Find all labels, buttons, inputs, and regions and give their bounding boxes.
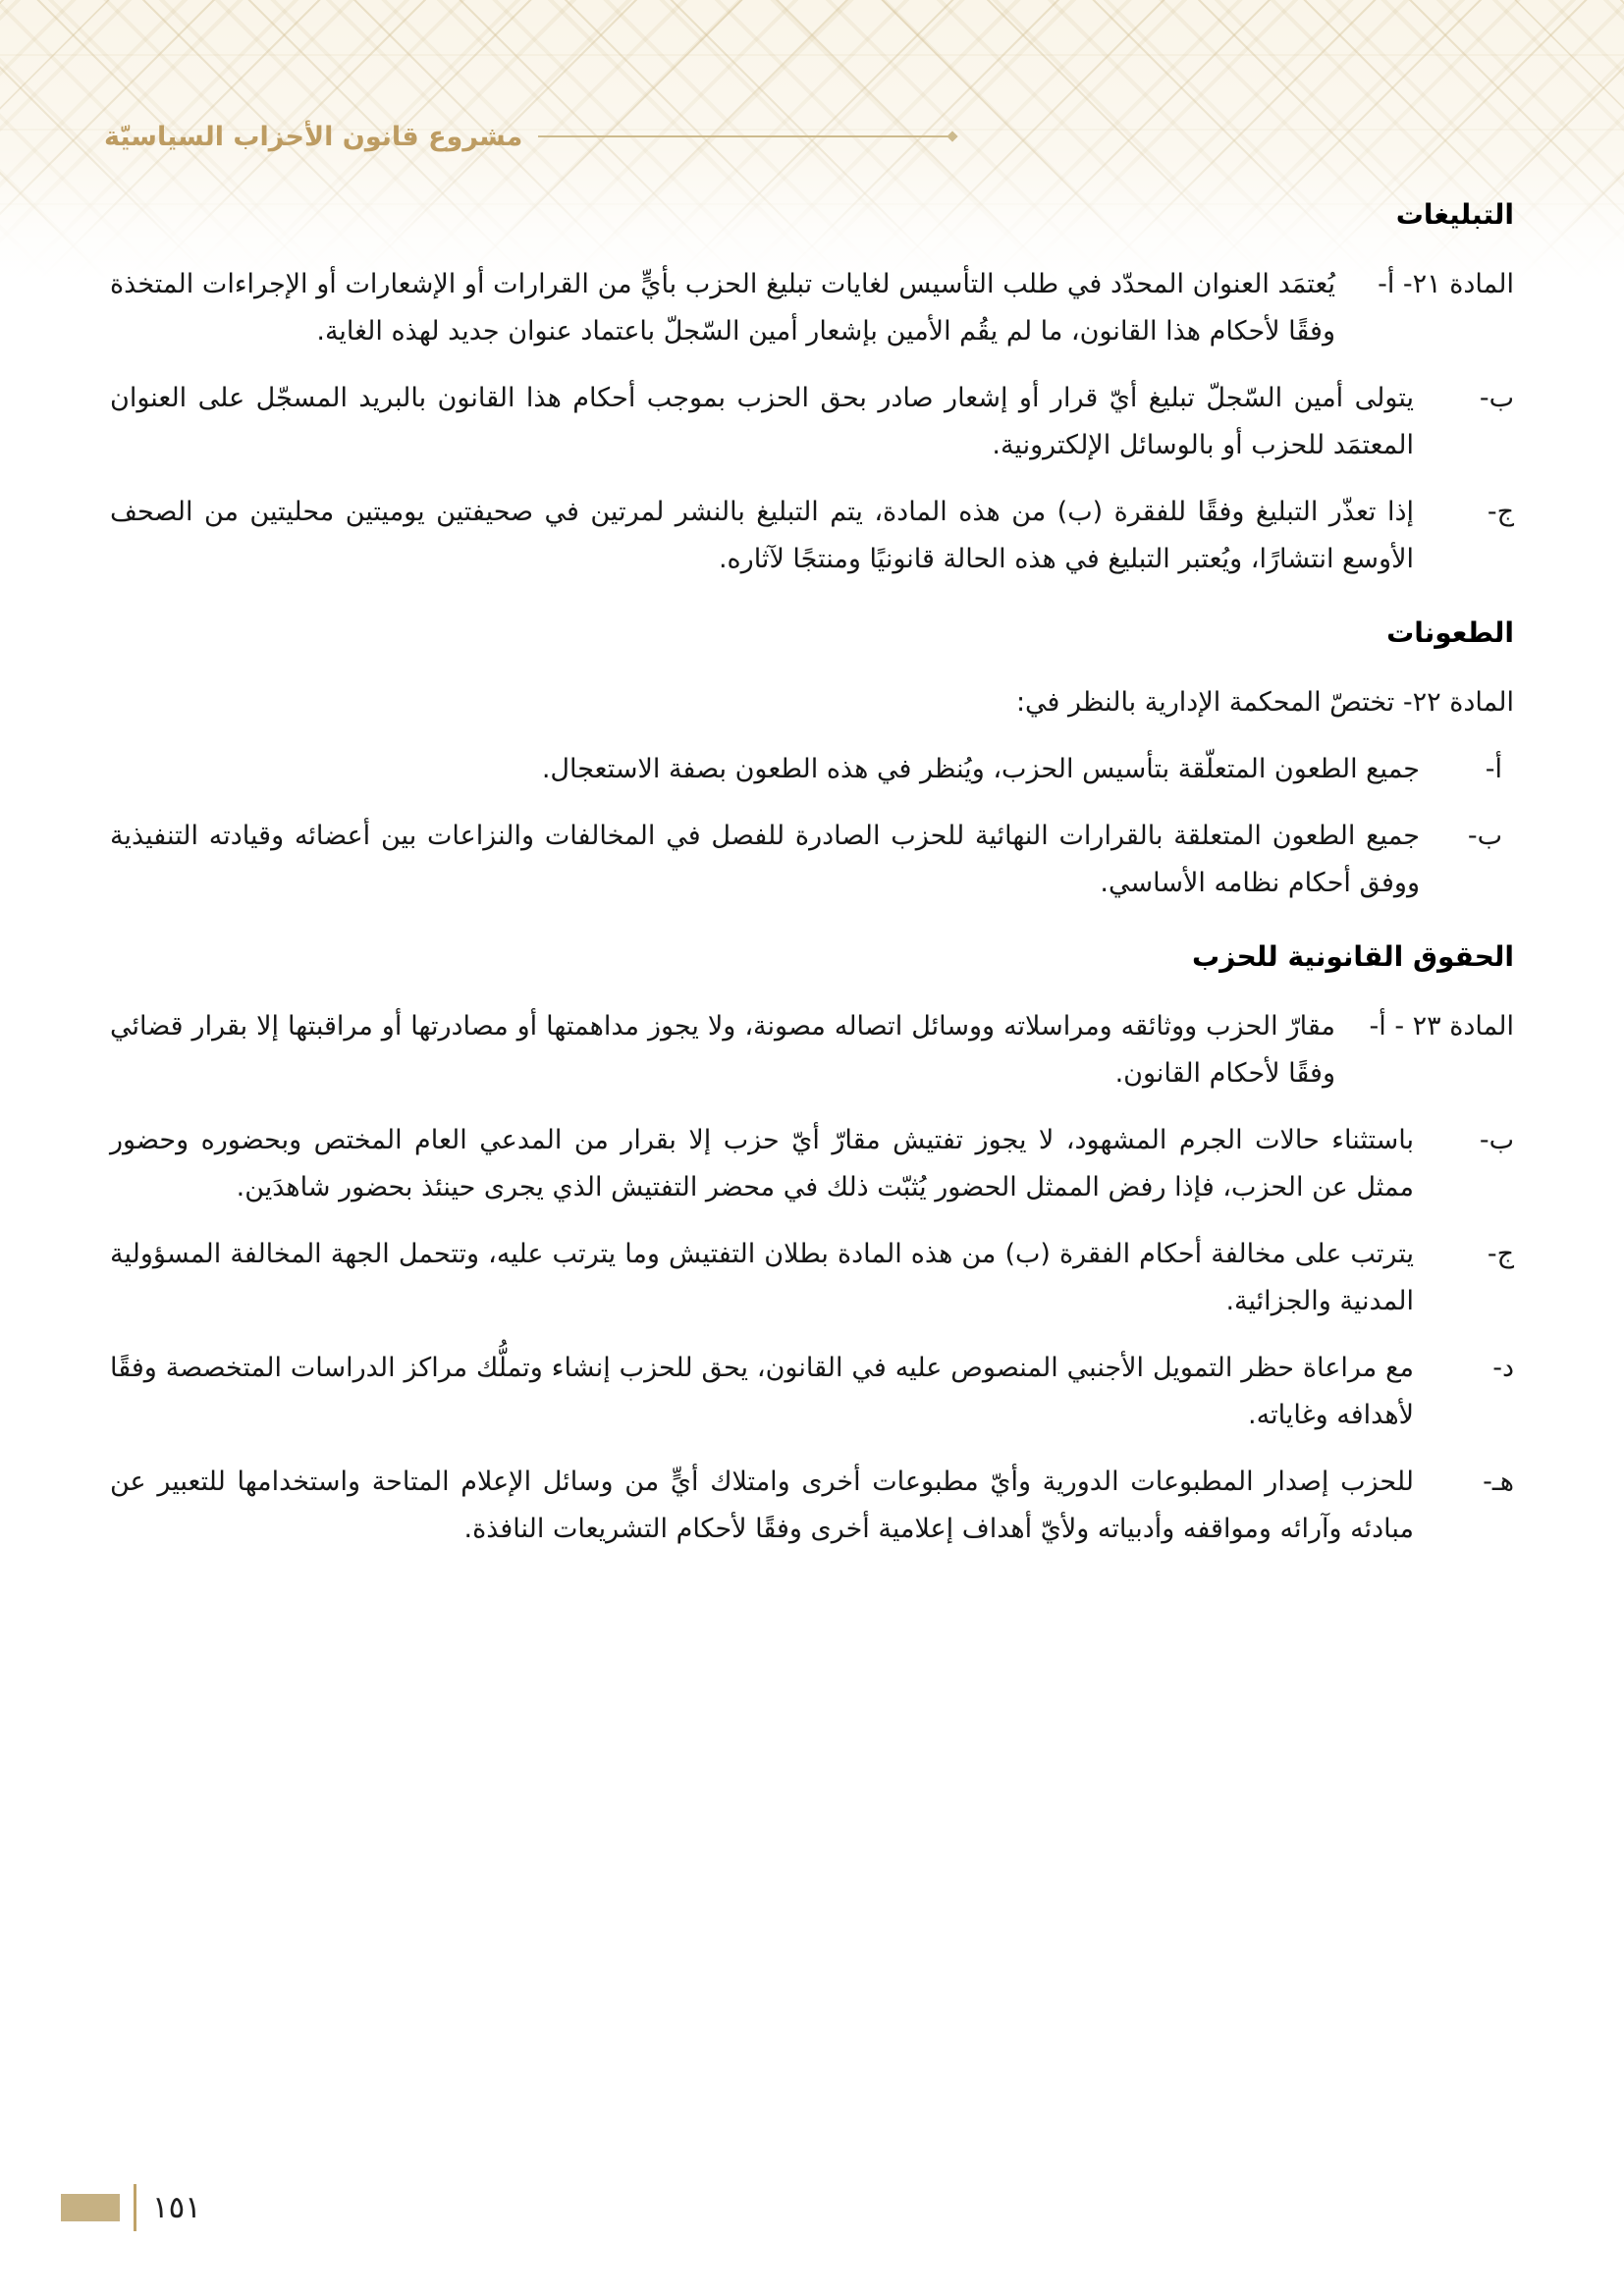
document-title: مشروع قانون الأحزاب السياسيّة [104,121,523,152]
article-23-item-b [110,1117,1514,1211]
article-21-item-j-label: ج- [1487,497,1514,528]
article-21-item-j-text: إذا تعذّر التبليغ وفقًا للفقرة (ب) من هذه المادة، يتم التبليغ بالنشر لمرتين في صحيفتين يوميتين محليتين من الصحف الأوسع انتشارًا، ويُعتبر التبليغ في هذه الحالة قانونيًا ومنتجًا لآثاره. [110,497,1414,575]
article-23-item-j [110,1231,1514,1325]
header-divider-line [538,135,953,137]
section-heading-legal-rights: الحقوق القانونية للحزب [1192,940,1514,974]
article-22-item-a [110,746,1514,793]
article-23-item-d [110,1345,1514,1439]
article-21-item-b [110,375,1514,469]
article-23-label: المادة ٢٣ - أ- [1369,1010,1514,1041]
article-22-item-a-label: أ- [1485,753,1502,784]
article-23-item-j-label: ج- [1487,1239,1514,1270]
article-21-text: يُعتمَد العنوان المحدّد في طلب التأسيس لغايات تبليغ الحزب بأيٍّ من القرارات أو الإشعارات أو الإجراءات المتخذة وفقًا لأحكام هذا القانون، ما لم يقُم الأمين بإشعار أمين السّجلّ باعتماد عنوان جديد لهذه الغاية. [110,268,1335,347]
article-23-item-j-text: يترتب على مخالفة أحكام الفقرة (ب) من هذه المادة بطلان التفتيش وما يترتب عليه، وتتحمل الجهة المخالفة المسؤولية المدنية والجزائية. [110,1239,1414,1317]
page-footer [61,2184,201,2231]
article-23-item-d-label: د- [1492,1353,1514,1384]
article-22-item-b-label: ب- [1467,821,1502,852]
article-23-item-b-text: باستثناء حالات الجرم المشهود، لا يجوز تفتيش مقارّ أيّ حزب إلا بقرار من المدعي العام المختص وبحضوره وحضور ممثل عن الحزب، فإذا رفض الممثل الحضور يُثبّت ذلك في محضر التفتيش الذي يجرى حينئذ بحضور شاهدَين. [110,1125,1414,1203]
article-22-item-b [110,813,1514,907]
page-header [104,118,953,155]
article-21-item-b-label: ب- [1479,382,1514,413]
article-22-item-a-text: جميع الطعون المتعلّقة بتأسيس الحزب، ويُنظر في هذه الطعون بصفة الاستعجال. [541,753,1420,784]
article-22-intro: المادة ٢٢- تختصّ المحكمة الإدارية بالنظر في: [1015,686,1514,718]
article-23-item-h [110,1459,1514,1553]
article-23-intro [110,1003,1514,1097]
article-21-intro [110,261,1514,355]
footer-divider-bar [134,2184,136,2231]
footer-ornament-box [61,2194,120,2221]
page-number: ١٥١ [152,2190,201,2225]
section-heading-appeals: الطعونات [1386,616,1514,650]
article-23-item-h-text: للحزب إصدار المطبوعات الدورية وأيّ مطبوعات أخرى وامتلاك أيٍّ من وسائل الإعلام المتاحة واستخدامها للتعبير عن مبادئه وآرائه ومواقفه وأدبياته ولأيّ أهداف إعلامية أخرى وفقًا لأحكام التشريعات النافذة. [110,1467,1414,1545]
article-21-item-j [110,489,1514,583]
article-23-item-h-label: هـ- [1483,1467,1514,1498]
article-23-text: مقارّ الحزب ووثائقه ومراسلاته ووسائل اتصاله مصونة، ولا يجوز مداهمتها أو مصادرتها أو مراقبتها إلا بقرار قضائي وفقًا لأحكام القانون. [110,1010,1335,1089]
article-22-item-b-text: جميع الطعون المتعلقة بالقرارات النهائية للحزب الصادرة للفصل في المخالفات والنزاعات بين أعضائه وقيادته التنفيذية ووفق أحكام نظامه الأساسي. [110,821,1420,899]
article-21-label: المادة ٢١- أ- [1378,268,1514,299]
article-23-item-b-label: ب- [1479,1125,1514,1156]
article-23-item-d-text: مع مراعاة حظر التمويل الأجنبي المنصوص عليه في القانون، يحق للحزب إنشاء وتملُّك مراكز الدراسات المتخصصة وفقًا لأهدافه وغاياته. [110,1353,1414,1431]
page-content [110,190,1514,1573]
section-heading-notifications: التبليغات [1395,198,1514,231]
article-21-item-b-text: يتولى أمين السّجلّ تبليغ أيّ قرار أو إشعار صادر بحق الحزب بموجب أحكام هذا القانون بالبريد المسجّل على العنوان المعتمَد للحزب أو بالوسائل الإلكترونية. [110,382,1414,460]
